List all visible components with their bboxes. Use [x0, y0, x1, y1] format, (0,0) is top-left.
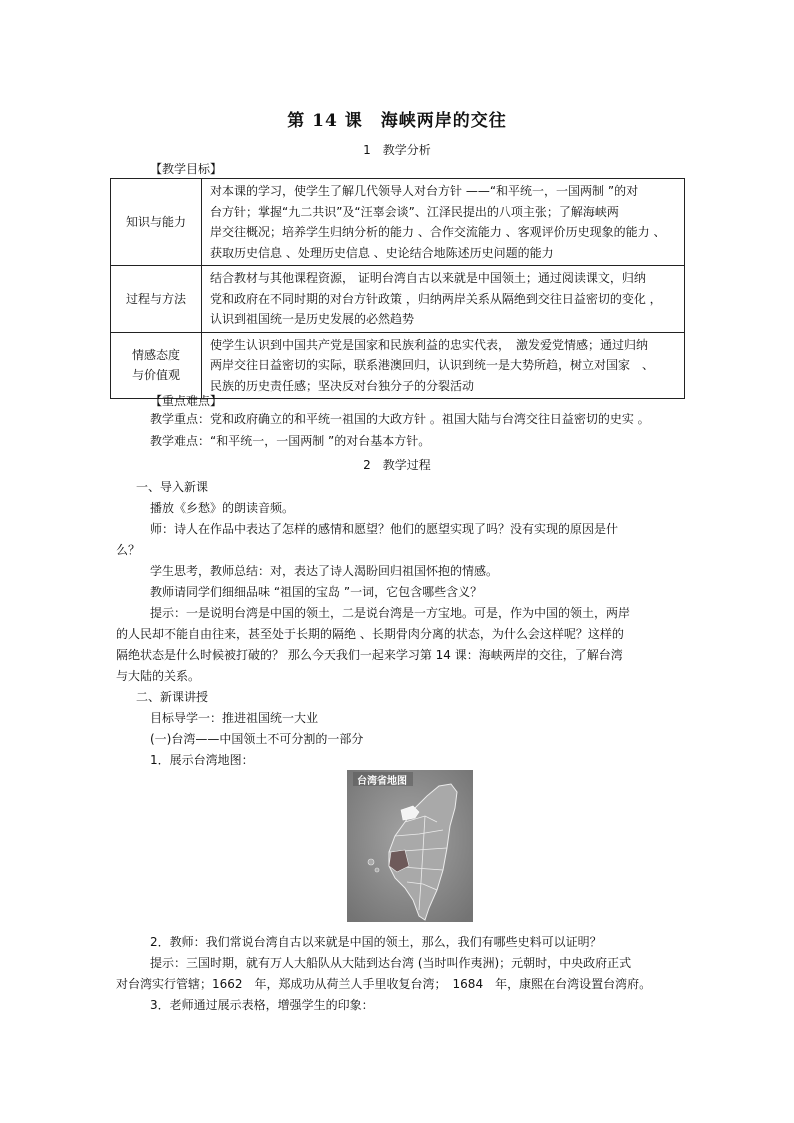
section-heading-analysis: 1 教学分析 — [363, 143, 431, 157]
hint-paragraph: 对台湾实行管辖；1662 年，郑成功从荷兰人手里收复台湾； 1684 年，康熙在台湾设置台湾府。 — [116, 977, 652, 991]
intro-paragraph: 提示：一是说明台湾是中国的领土，二是说台湾是一方宝地。可是，作为中国的领土，两岸 — [150, 606, 631, 620]
objectives-label: 【教学目标】 — [150, 162, 223, 176]
sub-heading: (一)台湾——中国领土不可分割的一部分 — [150, 732, 364, 746]
list-item: 3．老师通过展示表格，增强学生的印象： — [150, 998, 374, 1012]
objectives-table — [110, 178, 685, 399]
intro-paragraph: 隔绝状态是什么时候被打破的？ 那么今天我们一起来学习第 14 课：海峡两岸的交往，了解台湾 — [116, 648, 623, 662]
table-row — [111, 266, 685, 333]
intro-paragraph: 师：诗人在作品中表达了怎样的感情和愿望？他们的愿望实现了吗？没有实现的原因是什 — [150, 522, 619, 536]
table-row — [111, 332, 685, 399]
intro-paragraph: 的人民却不能自由往来，甚至处于长期的隔绝 、长期骨肉分离的状态，为什么会这样呢？这样的 — [116, 627, 624, 641]
row-body-emotion: 使学生认识到中国共产党是国家和民族利益的忠实代表， 激发爱党情感；通过归纳 两岸交往日益密切的实际，联系港澳回归，认识到统一是大势所趋，树立对国家 、 民族的历史责任感；坚决反对台独分子的分裂活动 — [202, 332, 685, 399]
map-illustration — [347, 770, 473, 922]
row-head-emotion: 情感态度 与价值观 — [111, 332, 202, 399]
keypoint-1: 教学重点：党和政府确立的和平统一祖国的大政方针 。祖国大陆与台湾交往日益密切的史实 。 — [150, 412, 650, 426]
intro-paragraph: 么？ — [116, 543, 141, 557]
row-body-knowledge: 对本课的学习，使学生了解几代领导人对台方针 ——“和平统一，一国两制 ”的对 台方针；掌握“九二共识”及“汪辜会谈”、江泽民提出的八项主张；了解海峡两 岸交往概况；培养学生归纳分析的能力 、合作交流能力 、客观评价历史现象的能力 、 获取历史信息 、处理历史信息 、史论结合地陈述历史问题的能力 — [202, 179, 685, 266]
intro-heading: 一、导入新课 — [136, 480, 209, 494]
row-head-knowledge: 知识与能力 — [111, 179, 202, 266]
keypoints-label: 【重点难点】 — [150, 394, 223, 408]
lesson-title: 第 14 课 海峡两岸的交往 — [287, 111, 507, 131]
section-heading-process: 2 教学过程 — [363, 458, 431, 472]
intro-paragraph: 与大陆的关系。 — [116, 669, 201, 683]
list-item: 1．展示台湾地图： — [150, 753, 254, 767]
hint-paragraph: 提示：三国时期，就有万人大船队从大陆到达台湾 (当时叫作夷洲)；元朝时，中央政府正式 — [150, 956, 632, 970]
goal-heading: 目标导学一：推进祖国统一大业 — [150, 711, 319, 725]
taiwan-map-image — [347, 770, 473, 922]
keypoint-2: 教学难点：“和平统一，一国两制 ”的对台基本方针。 — [150, 434, 431, 448]
intro-paragraph: 播放《乡愁》的朗读音频。 — [150, 501, 295, 515]
row-head-process: 过程与方法 — [111, 266, 202, 333]
map-title: 台湾省地图 — [357, 776, 407, 787]
new-lesson-heading: 二、新课讲授 — [136, 690, 209, 704]
table-row — [111, 179, 685, 266]
row-body-process: 结合教材与其他课程资源， 证明台湾自古以来就是中国领土；通过阅读课文，归纳 党和政府在不同时期的对台方针政策 ，归纳两岸关系从隔绝到交往日益密切的变化 ， 认识到祖国统一是历史发展的必然趋势 — [202, 266, 685, 333]
intro-paragraph: 学生思考，教师总结：对，表达了诗人渴盼回归祖国怀抱的情感。 — [150, 564, 499, 578]
list-item: 2．教师：我们常说台湾自古以来就是中国的领土，那么，我们有哪些史料可以证明？ — [150, 935, 602, 949]
intro-paragraph: 教师请同学们细细品味 “祖国的宝岛 ”一词，它包含哪些含义？ — [150, 585, 483, 599]
